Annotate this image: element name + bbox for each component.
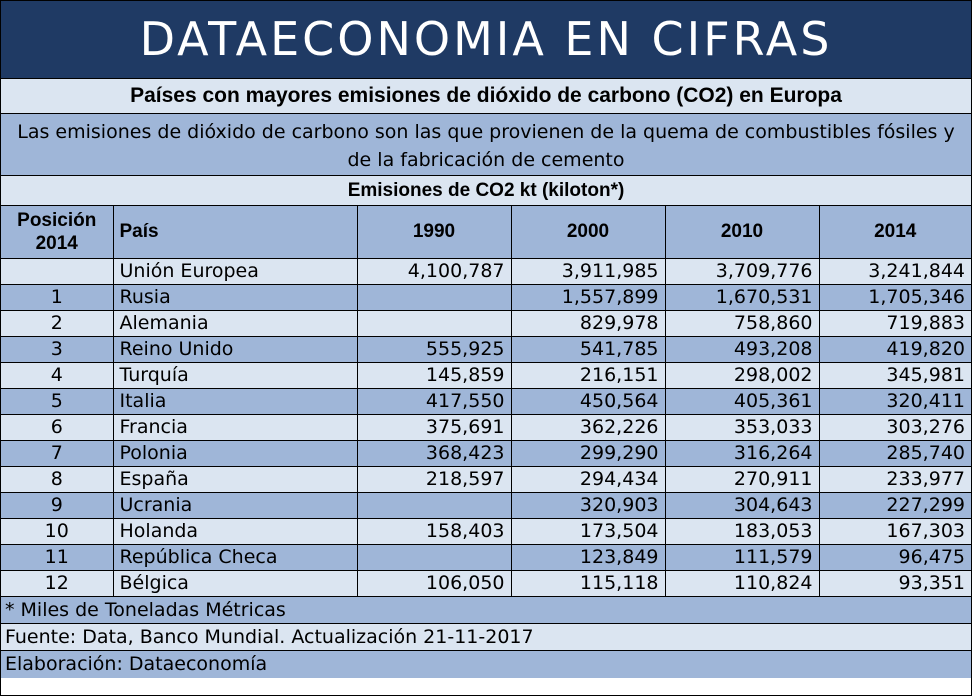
cell-country: República Checa [113,544,357,570]
cell-2000: 173,504 [511,518,665,544]
cell-2000: 450,564 [511,388,665,414]
page-title: Países con mayores emisiones de dióxido de carbono (CO2) en Europa [1,79,971,114]
column-header-2010: 2010 [665,206,819,258]
cell-position: 8 [1,466,113,492]
table-row [1,544,971,570]
cell-2014: 320,411 [819,388,971,414]
cell-2010: 3,709,776 [665,258,819,284]
cell-1990 [357,310,511,336]
table-row [1,362,971,388]
cell-1990 [357,492,511,518]
cell-position: 10 [1,518,113,544]
cell-2010: 304,643 [665,492,819,518]
table-row [1,310,971,336]
subtitle-line-1: Las emisiones de dióxido de carbono son las que provienen de la quema de combustibles fósiles y [17,121,955,143]
cell-2014: 345,981 [819,362,971,388]
table-row [1,492,971,518]
cell-2014: 303,276 [819,414,971,440]
cell-position: 3 [1,336,113,362]
column-header-country: País [113,206,357,258]
cell-1990 [357,544,511,570]
table-row [1,466,971,492]
banner-title: DATAECONOMIA EN CIFRAS [1,1,971,79]
cell-country: Turquía [113,362,357,388]
footnote: * Miles de Toneladas Métricas [1,597,971,624]
table-body [1,258,971,596]
cell-2000: 299,290 [511,440,665,466]
cell-country: Ucrania [113,492,357,518]
table-row [1,570,971,596]
cell-1990: 145,859 [357,362,511,388]
cell-2000: 294,434 [511,466,665,492]
cell-country: Reino Unido [113,336,357,362]
cell-2010: 758,860 [665,310,819,336]
cell-2014: 419,820 [819,336,971,362]
cell-2014: 719,883 [819,310,971,336]
cell-country: España [113,466,357,492]
cell-position: 6 [1,414,113,440]
cell-2010: 270,911 [665,466,819,492]
cell-2014: 3,241,844 [819,258,971,284]
cell-position [1,258,113,284]
table-row [1,414,971,440]
column-header-position-line-1: Posición [17,209,97,231]
column-header-2014: 2014 [819,206,971,258]
column-header-position [1,206,113,258]
cell-2010: 405,361 [665,388,819,414]
column-header-position-line-2: 2014 [35,232,78,254]
cell-country: Rusia [113,284,357,310]
cell-country: Polonia [113,440,357,466]
cell-1990: 106,050 [357,570,511,596]
cell-position: 11 [1,544,113,570]
cell-2000: 1,557,899 [511,284,665,310]
cell-1990: 4,100,787 [357,258,511,284]
cell-position: 12 [1,570,113,596]
cell-1990: 375,691 [357,414,511,440]
cell-2014: 96,475 [819,544,971,570]
table-row [1,388,971,414]
cell-1990: 417,550 [357,388,511,414]
cell-2010: 316,264 [665,440,819,466]
cell-2000: 115,118 [511,570,665,596]
cell-2010: 353,033 [665,414,819,440]
cell-2010: 110,824 [665,570,819,596]
cell-2000: 3,911,985 [511,258,665,284]
cell-2000: 362,226 [511,414,665,440]
cell-2000: 829,978 [511,310,665,336]
cell-position: 9 [1,492,113,518]
table-row [1,258,971,284]
cell-2000: 123,849 [511,544,665,570]
table-row [1,440,971,466]
cell-2014: 285,740 [819,440,971,466]
source-note: Fuente: Data, Banco Mundial. Actualización 21-11-2017 [1,624,971,651]
table-row [1,336,971,362]
column-header-2000: 2000 [511,206,665,258]
cell-2010: 183,053 [665,518,819,544]
cell-2000: 541,785 [511,336,665,362]
cell-position: 2 [1,310,113,336]
cell-position: 7 [1,440,113,466]
subtitle [1,114,971,176]
units-heading: Emisiones de CO2 kt (kiloton*) [1,176,971,206]
subtitle-line-2: de la fabricación de cemento [347,149,625,171]
column-header-1990: 1990 [357,206,511,258]
cell-country: Bélgica [113,570,357,596]
cell-position: 4 [1,362,113,388]
cell-1990: 218,597 [357,466,511,492]
cell-1990: 368,423 [357,440,511,466]
cell-country: Francia [113,414,357,440]
cell-country: Holanda [113,518,357,544]
cell-2014: 227,299 [819,492,971,518]
table-header-row [1,206,971,258]
cell-2014: 167,303 [819,518,971,544]
cell-position: 5 [1,388,113,414]
emissions-table [1,206,971,597]
cell-2014: 233,977 [819,466,971,492]
cell-1990: 555,925 [357,336,511,362]
cell-2000: 320,903 [511,492,665,518]
cell-position: 1 [1,284,113,310]
cell-2010: 1,670,531 [665,284,819,310]
cell-2014: 1,705,346 [819,284,971,310]
cell-2010: 493,208 [665,336,819,362]
cell-2014: 93,351 [819,570,971,596]
cell-country: Alemania [113,310,357,336]
cell-1990 [357,284,511,310]
table-row [1,518,971,544]
table-row [1,284,971,310]
cell-2000: 216,151 [511,362,665,388]
credit-note: Elaboración: Dataeconomía [1,651,971,678]
cell-country: Italia [113,388,357,414]
cell-2010: 298,002 [665,362,819,388]
cell-1990: 158,403 [357,518,511,544]
cell-country: Unión Europea [113,258,357,284]
cell-2010: 111,579 [665,544,819,570]
